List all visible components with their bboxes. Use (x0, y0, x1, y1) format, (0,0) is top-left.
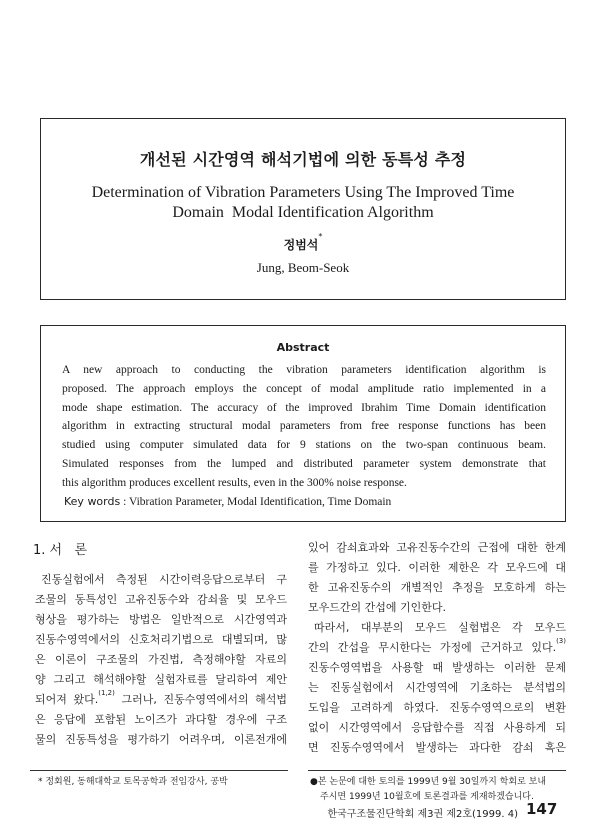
footnote-author: * 정회원, 동해대학교 토목공학과 전임강사, 공박 (38, 777, 228, 787)
citation-superscript: (3) (556, 638, 566, 645)
author-korean (40, 232, 566, 253)
body-line (35, 690, 287, 710)
abstract-line: this algorithm produces excellent results, even in the 300% noise response. (62, 476, 407, 489)
keywords-label: Key words (64, 495, 121, 508)
body-line: 은 응답에 포함된 노이즈가 과다할 경우에 구조 (35, 713, 287, 726)
body-line: 따라서, 대부분의 모우드 실험법은 각 모우드 (314, 621, 566, 634)
body-line: 조물의 동특성인 고유진동수와 감쇠율 및 모우드 (35, 593, 287, 606)
citation-superscript: (1,2) (98, 690, 115, 697)
footnote-discussion-line-2: 주시면 1999년 10월호에 토론결과를 게재하겠습니다. (320, 792, 534, 802)
keywords (64, 495, 544, 508)
right-column (308, 538, 566, 758)
body-line: 진동수영역법을 사용할 때 발생하는 이러한 문제 (308, 661, 566, 674)
abstract-line: mode shape estimation. The accuracy of the improved Ibrahim Time Domain identification (62, 401, 546, 414)
body-line: 은 이론이 구조물의 가진법, 측정해야할 자료의 (35, 653, 287, 666)
body-line: 를 가정하고 있다. 이러한 제한은 각 모우드에 대 (308, 561, 566, 574)
abstract-line: Simulated responses from the lumped and distributed parameter system demonstrate that (62, 457, 546, 470)
body-line: 도입을 고려하게 하였다. 진동수영역으로의 변환 (308, 701, 566, 714)
journal-citation: 한국구조물진단학회 제3권 제2호(1999. 4) (327, 809, 518, 820)
abstract-line: proposed. The approach employs the concept of modal amplitude ratio implemented in a (62, 382, 546, 395)
body-line: 양 그리고 해석해야할 실험자료를 달리하여 제안 (35, 673, 287, 686)
left-column (35, 570, 287, 750)
body-line: 없이 시간영역에서 응답함수를 직접 사용하게 되 (308, 721, 566, 734)
body-line: 진동실험에서 측정된 시간이력응답으로부터 구 (41, 573, 287, 586)
body-line: 형상을 평가하는 방법은 일반적으로 시간영역과 (35, 613, 287, 626)
body-line: 한 고유진동수의 개별적인 추정을 모호하게 하는 (308, 581, 566, 594)
page-number: 147 (526, 800, 558, 818)
abstract-heading: Abstract (276, 341, 330, 354)
body-line: 있어 감쇠효과와 고유진동수간의 근접에 대한 한계 (308, 541, 566, 554)
body-line: 물의 진동특성을 평가하기 어려우며, 이론전개에 (35, 733, 287, 746)
footnote-rule-right (308, 770, 566, 771)
title-korean: 개선된 시간영역 해석기법에 의한 동특성 추정 (139, 150, 467, 169)
body-text: 그러나, 진동수영역에서의 해석법 (114, 693, 287, 706)
body-text: 간의 간섭을 무시한다는 가정에 근거하고 있다. (308, 641, 557, 654)
abstract-line: A new approach to conducting the vibration parameters identification algorithm is (62, 364, 546, 376)
body-line: 면 진동수영역에서 발생하는 과다한 감쇠 혹은 (308, 741, 566, 754)
abstract-line: studied using computer simulated data for 9 stations on the two-span continuous beam. (62, 439, 546, 452)
author-english: Jung, Beom-Seok (256, 260, 350, 275)
title-english-line-1: Determination of Vibration Parameters Using The Improved Time (91, 184, 515, 201)
abstract-line: algorithm in extracting structural modal parameters from free response functions has been (62, 420, 546, 433)
author-footnote-mark: * (318, 232, 323, 241)
body-line: 모우드간의 간섭에 기인한다. (308, 601, 447, 614)
title-english-line-2: Domain Modal Identification Algorithm (172, 204, 434, 221)
body-text: 되어져 왔다. (35, 693, 99, 706)
section-heading: 1. 서 론 (33, 543, 88, 558)
footnote-rule-left (30, 770, 288, 771)
body-line (308, 638, 566, 658)
author-korean-name: 정범석 (283, 238, 319, 252)
keywords-separator: : (123, 496, 127, 508)
body-line: 는 진동실험에서 시간영역에 기초하는 분석법의 (308, 681, 566, 694)
abstract-text (62, 361, 546, 493)
keywords-list: Vibration Parameter, Modal Identification, Time Domain (128, 496, 392, 508)
body-line: 진동수영역에서의 신호처리기법으로 대별되며, 많 (35, 633, 287, 646)
footnote-discussion-line-1: ●본 논문에 대한 토의를 1999년 9월 30일까지 학회로 보내 (310, 777, 547, 787)
